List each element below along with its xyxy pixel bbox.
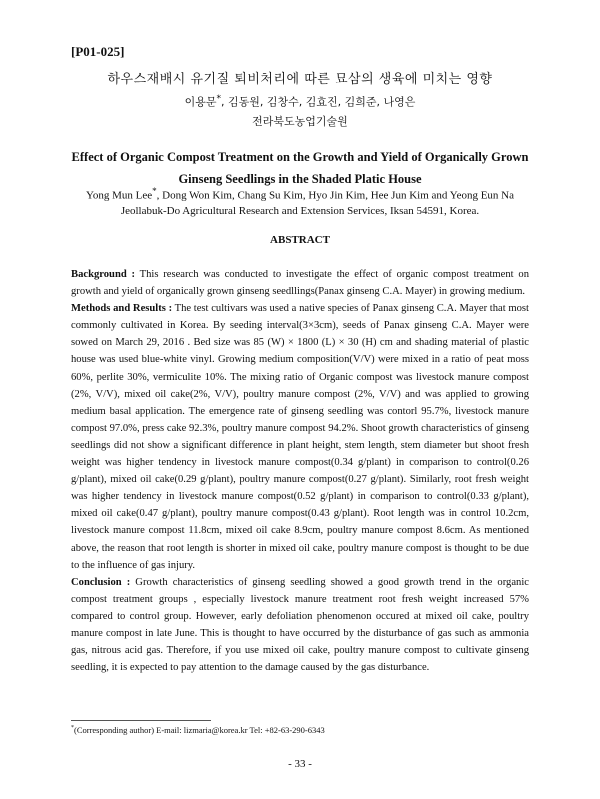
abstract-body [71,266,529,676]
footnote [71,725,325,735]
conclusion-paragraph [71,574,529,677]
methods-paragraph [71,300,529,574]
page-number: - 33 - [288,758,312,770]
english-coauthors: , Dong Won Kim, Chang Su Kim, Hyo Jin Kim, Hee Jun Kim and Yeong Eun Na [156,189,514,202]
poster-code: [P01-025] [71,44,125,59]
methods-label: Methods and Results : [71,303,173,315]
korean-corresponding-mark: * [216,93,222,104]
background-label: Background : [71,269,136,280]
english-title [60,146,540,190]
english-authors [0,186,600,202]
english-title-line-1: Effect of Organic Compost Treatment on the Growth and Yield of Organically Grown [71,150,529,164]
english-title-line-2: Ginseng Seedlings in the Shaded Platic House [178,172,422,186]
english-affiliation: Jeollabuk-Do Agricultural Research and Extension Services, Iksan 54591, Korea. [120,205,480,217]
background-paragraph [71,266,529,300]
english-first-author: Yong Mun Lee [85,189,153,202]
korean-title: 하우스재배시 유기질 퇴비처리에 따른 묘삼의 생육에 미치는 영향 [107,72,493,87]
conclusion-label: Conclusion : [71,576,131,588]
korean-authors [0,93,600,110]
methods-text: The test cultivars was used a native species of Panax ginseng C.A. Mayer that most commonly cultivated in Korea. By seeding interval(3×3cm), seeds of Panax ginseng C.A. Mayer were sowed on March 29, 2016 . Bed size was 85 (W) × 1800 (L) × 30 (H) cm and shading material of plastic house was used blue-white vinyl. Growing medium composition(V/V) were mixed in a ratio of peat moss 60%, perlite 30%, vermiculite 10%. The mixing ratio of Organic compost was livestock manure compost (2%, V/V), mixed oil cake(2%, V/V), poultry manure compost (2%, V/V) and was applied to growing medium basal application. The emergence rate of ginseng seedling was contorl 95.7%, livestock manure compost 97.0%, press cake 92.3%, poultry manure compost 94.2%. Shoot growth characteristics of ginseng seedlings did not show a significant difference in plant height, stem length, stem diameter but shoot fresh weight was higher tendency in livestock manure compost(0.34 g/plant) in comparison to control(0.26 g/plant), mixed oil cake(0.29 g/plant), poultry manure compost(0.27 g/plant). Similarly, root fresh weight was higher tendency in livestock manure compost(0.52 g/plant) in comparison to control(0.33 g/plant), mixed oil cake(0.47 g/plant), poultry manure compost(0.43 g/plant). Root length was in control 10.2cm, livestock manure compost 11.8cm, mixed oil cake 8.9cm, poultry manure compost 8.6cm. As mentioned above, the reason that root length is shorter in mixed oil cake, poultry manure compost is thought to be due to the influence of gas injury. [71,303,529,571]
abstract-heading: ABSTRACT [270,234,330,246]
footnote-divider [71,720,211,721]
korean-affiliation: 전라북도농업기술원 [252,115,348,128]
background-text: This research was conducted to investigate the effect of organic compost treatment on growth and yield of organically grown ginseng seedllings(Panax ginseng C.A. Mayer) in growing medium. [71,269,529,298]
korean-first-author: 이용문 [184,95,217,109]
footnote-mark: * [71,725,74,732]
conclusion-text: Growth characteristics of ginseng seedling showed a good growth trend in the organic compost treatment groups , especially livestock manure treatment root fresh weight increased 57% compared to control group. However, early defoliation phenomenon occured at mixed oil cake, poultry manure compost in late June. This is thought to have occurred by the disturbance of gas such as ammonia gas, nitrous acid gas. Therefore, if you use mixed oil cake, poultry manure compost to cultivate ginseng seedling, it is expected to pay attention to the damage caused by the gas disturbance. [71,576,529,674]
footnote-text: (Corresponding author) E-mail: lizmaria@korea.kr Tel: +82-63-290-6343 [74,725,325,735]
english-corresponding-mark: * [152,186,157,196]
korean-coauthors: , 김동원, 김창수, 김효진, 김희준, 나영은 [221,95,416,109]
